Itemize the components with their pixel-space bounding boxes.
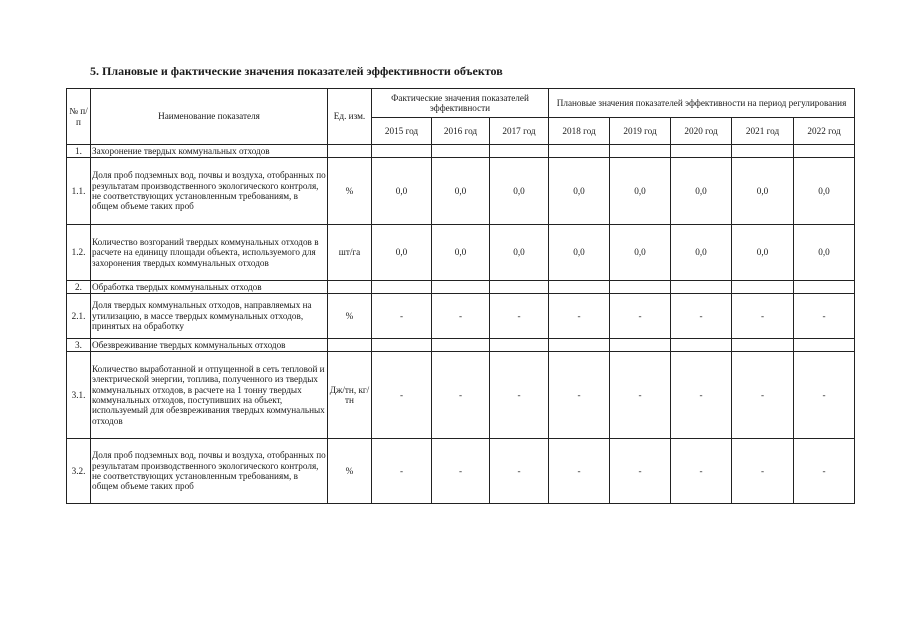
value-cell: - — [432, 294, 490, 339]
table-row — [67, 225, 855, 281]
value-cell: 0,0 — [610, 225, 671, 281]
indicator-name: Доля проб подземных вод, почвы и воздуха, отобранных по результатам производственного экологического контроля, не соответствующих установленным требованиям, в общем объеме таких проб — [91, 158, 328, 225]
value-cell: - — [432, 439, 490, 504]
value-cell: - — [372, 439, 432, 504]
value-cell: 0,0 — [490, 158, 549, 225]
empty-cell — [610, 145, 671, 158]
value-cell: - — [490, 294, 549, 339]
row-number: 3. — [67, 339, 91, 352]
header-num: № п/п — [67, 89, 91, 145]
value-cell: 0,0 — [549, 158, 610, 225]
empty-cell — [328, 281, 372, 294]
value-cell: - — [671, 294, 732, 339]
unit-cell: % — [328, 158, 372, 225]
empty-cell — [732, 339, 794, 352]
empty-cell — [732, 281, 794, 294]
value-cell: 0,0 — [372, 158, 432, 225]
unit-cell: % — [328, 439, 372, 504]
header-row-groups — [67, 89, 855, 118]
table-row — [67, 294, 855, 339]
table-row — [67, 352, 855, 439]
empty-cell — [671, 339, 732, 352]
empty-cell — [671, 281, 732, 294]
row-number: 1.1. — [67, 158, 91, 225]
value-cell: - — [671, 352, 732, 439]
section-title: Обработка твердых коммунальных отходов — [91, 281, 328, 294]
row-number: 1.2. — [67, 225, 91, 281]
section-title: Захоронение твердых коммунальных отходов — [91, 145, 328, 158]
value-cell: 0,0 — [432, 158, 490, 225]
value-cell: - — [732, 352, 794, 439]
empty-cell — [794, 145, 855, 158]
section-row — [67, 339, 855, 352]
empty-cell — [549, 281, 610, 294]
value-cell: - — [794, 294, 855, 339]
header-year: 2021 год — [732, 118, 794, 145]
empty-cell — [610, 339, 671, 352]
value-cell: - — [432, 352, 490, 439]
indicator-name: Доля твердых коммунальных отходов, направляемых на утилизацию, в массе твердых коммунальных отходов, принятых на обработку — [91, 294, 328, 339]
header-year: 2020 год — [671, 118, 732, 145]
empty-cell — [328, 145, 372, 158]
row-number: 2.1. — [67, 294, 91, 339]
empty-cell — [549, 145, 610, 158]
row-number: 3.1. — [67, 352, 91, 439]
row-number: 1. — [67, 145, 91, 158]
value-cell: 0,0 — [732, 158, 794, 225]
value-cell: - — [610, 352, 671, 439]
value-cell: 0,0 — [372, 225, 432, 281]
empty-cell — [732, 145, 794, 158]
section-row — [67, 145, 855, 158]
value-cell: 0,0 — [794, 158, 855, 225]
empty-cell — [794, 281, 855, 294]
value-cell: 0,0 — [732, 225, 794, 281]
header-name: Наименование показателя — [91, 89, 328, 145]
value-cell: - — [610, 294, 671, 339]
value-cell: - — [732, 439, 794, 504]
header-plan-group: Плановые значения показателей эффективности на период регулирования — [549, 89, 855, 118]
header-year: 2022 год — [794, 118, 855, 145]
unit-cell: шт/га — [328, 225, 372, 281]
value-cell: - — [549, 439, 610, 504]
header-year: 2018 год — [549, 118, 610, 145]
row-number: 3.2. — [67, 439, 91, 504]
indicator-name: Количество выработанной и отпущенной в сеть тепловой и электрической энергии, топлива, полученного из твердых коммунальных отходов, в расчете на 1 тонну твердых коммунальных отходов, поступивших на объект, используемый для обезвреживания твердых коммунальных отходов — [91, 352, 328, 439]
value-cell: 0,0 — [671, 225, 732, 281]
empty-cell — [490, 145, 549, 158]
empty-cell — [372, 145, 432, 158]
unit-cell: Дж/тн, кг/тн — [328, 352, 372, 439]
table-row — [67, 158, 855, 225]
empty-cell — [794, 339, 855, 352]
section-row — [67, 281, 855, 294]
empty-cell — [549, 339, 610, 352]
empty-cell — [372, 339, 432, 352]
empty-cell — [432, 281, 490, 294]
value-cell: - — [671, 439, 732, 504]
empty-cell — [432, 145, 490, 158]
value-cell: - — [490, 439, 549, 504]
value-cell: 0,0 — [549, 225, 610, 281]
header-year: 2015 год — [372, 118, 432, 145]
row-number: 2. — [67, 281, 91, 294]
header-fact-group: Фактические значения показателей эффективности — [372, 89, 549, 118]
indicator-name: Доля проб подземных вод, почвы и воздуха, отобранных по результатам производственного экологического контроля, не соответствующих установленным требованиям, в общем объеме таких проб — [91, 439, 328, 504]
empty-cell — [490, 339, 549, 352]
value-cell: 0,0 — [794, 225, 855, 281]
performance-table — [66, 88, 855, 504]
empty-cell — [610, 281, 671, 294]
indicator-name: Количество возгораний твердых коммунальных отходов в расчете на единицу площади объекта, используемого для захоронения твердых коммунальных отходов — [91, 225, 328, 281]
header-year: 2017 год — [490, 118, 549, 145]
header-year: 2016 год — [432, 118, 490, 145]
section-title: Обезвреживание твердых коммунальных отходов — [91, 339, 328, 352]
empty-cell — [432, 339, 490, 352]
value-cell: - — [490, 352, 549, 439]
empty-cell — [671, 145, 732, 158]
table-row — [67, 439, 855, 504]
unit-cell: % — [328, 294, 372, 339]
empty-cell — [372, 281, 432, 294]
value-cell: 0,0 — [432, 225, 490, 281]
value-cell: - — [610, 439, 671, 504]
value-cell: - — [794, 439, 855, 504]
value-cell: - — [549, 294, 610, 339]
header-unit: Ед. изм. — [328, 89, 372, 145]
value-cell: - — [732, 294, 794, 339]
value-cell: - — [372, 352, 432, 439]
value-cell: - — [372, 294, 432, 339]
value-cell: - — [549, 352, 610, 439]
value-cell: 0,0 — [610, 158, 671, 225]
header-year: 2019 год — [610, 118, 671, 145]
value-cell: 0,0 — [490, 225, 549, 281]
page-title: 5. Плановые и фактические значения показателей эффективности объектов — [90, 64, 503, 78]
value-cell: - — [794, 352, 855, 439]
empty-cell — [490, 281, 549, 294]
value-cell: 0,0 — [671, 158, 732, 225]
empty-cell — [328, 339, 372, 352]
